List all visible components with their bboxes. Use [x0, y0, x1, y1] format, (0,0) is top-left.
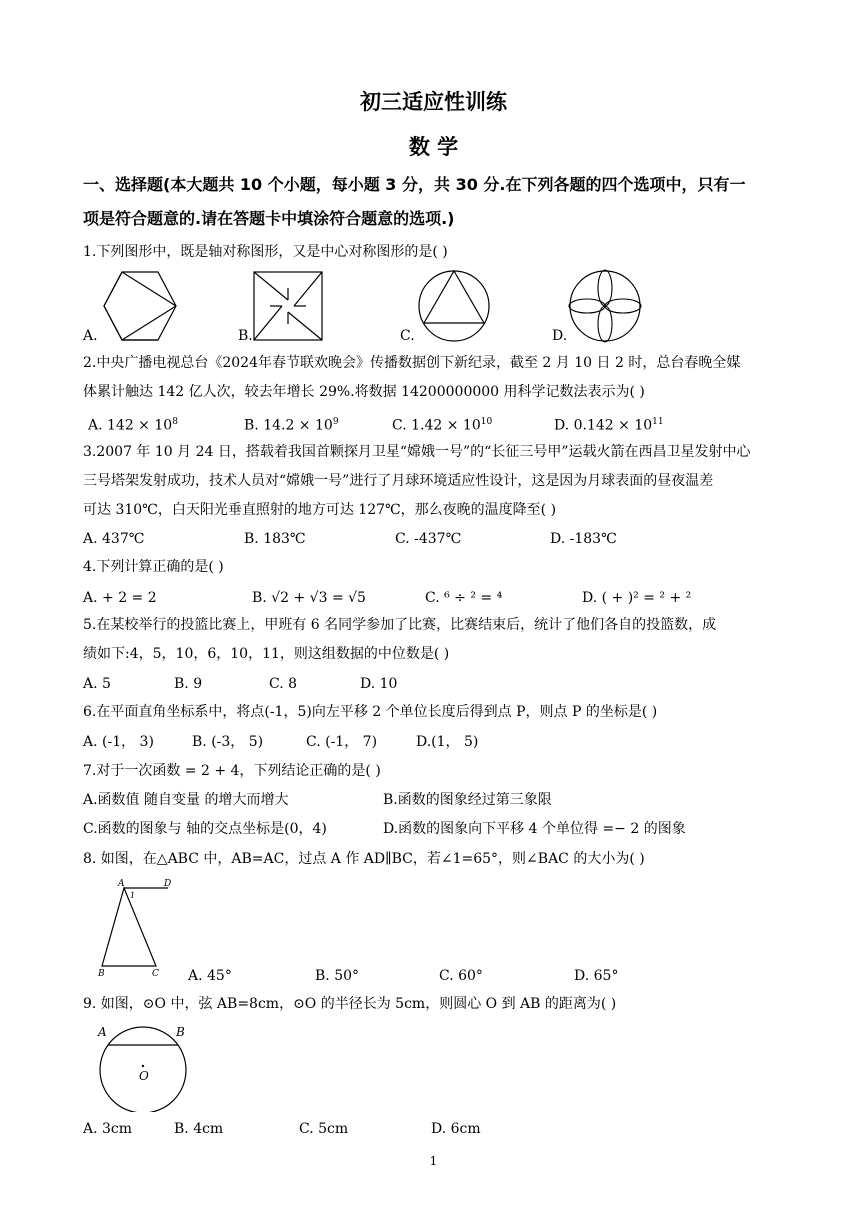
- q4-stem: 4.下列计算正确的是( ): [83, 559, 224, 575]
- q1-stem: 1.下列图形中，既是轴对称图形，又是中心对称图形的是( ): [83, 244, 448, 260]
- exam-title: 初三适应性训练: [360, 90, 507, 114]
- q8-label-b: B: [98, 969, 105, 979]
- q9-option-d: D. 6cm: [431, 1121, 481, 1137]
- q8-triangle-figure: [94, 876, 180, 980]
- q9-option-b: B. 4cm: [174, 1121, 224, 1137]
- q3-option-b: B. 183℃: [244, 531, 306, 547]
- q6-option-a: A. (-1， 3): [83, 734, 154, 750]
- q5-option-c: C. 8: [269, 676, 298, 692]
- q2-option-a: A. $142 \times 10^8$: [88, 417, 178, 434]
- q6-option-c: C. (-1， 7): [306, 734, 378, 750]
- q3-stem-line3: 可达 310℃，白天阳光垂直照射的地方可达 127℃，那么夜晚的温度降至( ): [83, 502, 557, 518]
- section-heading-line2: 项是符合题意的.请在答题卡中填涂符合题意的选项.): [83, 209, 455, 228]
- q1-circle-petals-figure: [567, 268, 643, 344]
- q5-option-d: D. 10: [360, 676, 398, 692]
- q8-option-b: B. 50°: [315, 968, 360, 984]
- q3-option-a: A. 437℃: [83, 531, 145, 547]
- q7-option-d: D.函数的图象向下平移 4 个单位得 =− 2 的图象: [383, 821, 686, 837]
- q1-pinwheel-square-figure: [252, 270, 326, 342]
- q9-option-c: C. 5cm: [299, 1121, 349, 1137]
- q1-option-d: D.: [552, 328, 568, 344]
- q4-option-c: C. ⁶ ÷ ² = ⁴: [425, 590, 503, 606]
- q2-stem-line2: 体累计触达 142 亿人次，较去年增长 29%.将数据 14200000000 用科学记数法表示为( ): [83, 384, 645, 400]
- q4-option-b: B. √2 + √3 = √5: [252, 590, 366, 606]
- q8-option-c: C. 60°: [439, 968, 483, 984]
- q4-option-d: D. ( + )² = ² + ²: [582, 590, 692, 606]
- q8-option-a: A. 45°: [188, 968, 232, 984]
- q9-option-a: A. 3cm: [83, 1121, 133, 1137]
- q6-stem: 6.在平面直角坐标系中，将点(-1，5)向左平移 2 个单位长度后得到点 P，则点 P 的坐标是( ): [83, 704, 658, 720]
- q2-option-d: D. $0.142 \times 10^{11}$: [554, 417, 664, 434]
- page-number: 1: [429, 1154, 438, 1168]
- q5-option-a: A. 5: [83, 676, 111, 692]
- q9-circle-figure: [94, 1020, 194, 1112]
- q7-option-b: B.函数的图象经过第三象限: [383, 792, 552, 808]
- q4-option-a: A. + 2 = 2: [83, 590, 157, 606]
- q6-option-b: B. (-3， 5): [192, 734, 264, 750]
- q1-hexagon-figure: [100, 270, 180, 342]
- q3-stem-line1: 3.2007 年 10 月 24 日，搭载着我国首颗探月卫星“嫦娥一号”的“长征三号甲”运载火箭在西昌卫星发射中心: [83, 444, 751, 460]
- q6-option-d: D.(1， 5): [416, 734, 479, 750]
- section-heading-line1: 一、选择题(本大题共 10 个小题，每小题 3 分，共 30 分.在下列各题的四个选项中，只有一: [83, 175, 746, 194]
- q1-option-b: B.: [238, 328, 253, 344]
- q7-option-a: A.函数值 随自变量 的增大而增大: [83, 792, 289, 808]
- subject-title: 数 学: [408, 135, 459, 159]
- q8-label-d: D: [164, 879, 172, 889]
- q8-stem: 8. 如图，在△ABC 中，AB=AC，过点 A 作 AD∥BC，若∠1=65°，则∠BAC 的大小为( ): [83, 851, 645, 867]
- q5-option-b: B. 9: [174, 676, 203, 692]
- q1-circle-triangle-figure: [416, 268, 492, 344]
- q9-label-o: O: [139, 1069, 149, 1083]
- q9-stem: 9. 如图，⊙O 中，弦 AB=8cm，⊙O 的半径长为 5cm，则圆心 O 到 AB 的距离为( ): [83, 996, 617, 1012]
- q3-stem-line2: 三号塔架发射成功，技术人员对“嫦娥一号”进行了月球环境适应性设计，这是因为月球表面的昼夜温差: [83, 473, 714, 489]
- q8-label-c: C: [152, 969, 159, 979]
- q8-label-a: A: [118, 879, 125, 889]
- q9-label-b: B: [176, 1025, 185, 1039]
- q8-option-d: D. 65°: [574, 968, 619, 984]
- q8-label-angle1: 1: [130, 891, 136, 900]
- q1-option-c: C.: [400, 328, 415, 344]
- q3-option-c: C. -437℃: [395, 531, 462, 547]
- q2-option-b: B. $14.2 \times 10^9$: [244, 417, 339, 434]
- q1-option-a: A.: [83, 328, 98, 344]
- q2-option-c: C. $1.42 \times 10^{10}$: [392, 417, 493, 434]
- q9-label-a: A: [98, 1025, 107, 1039]
- q3-option-d: D. -183℃: [550, 531, 617, 547]
- q7-option-c: C.函数的图象与 轴的交点坐标是(0，4): [83, 821, 327, 837]
- q5-stem-line2: 绩如下:4，5，10，6，10，11，则这组数据的中位数是( ): [83, 646, 450, 662]
- q2-stem-line1: 2.中央广播电视总台《2024年春节联欢晚会》传播数据创下新纪录，截至 2 月 10 日 2 时，总台春晚全媒: [83, 355, 741, 371]
- q7-stem: 7.对于一次函数 = 2 + 4，下列结论正确的是( ): [83, 763, 381, 779]
- q5-stem-line1: 5.在某校举行的投篮比赛上，甲班有 6 名同学参加了比赛，比赛结束后，统计了他们各自的投篮数，成: [83, 617, 717, 633]
